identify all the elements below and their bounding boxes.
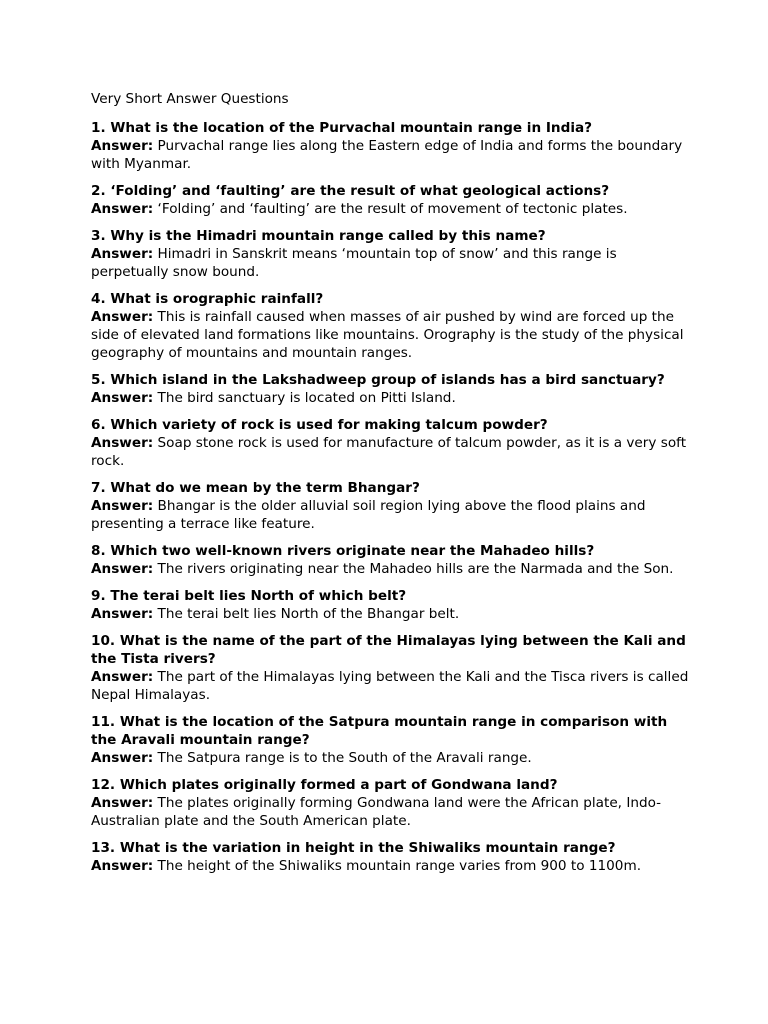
question-text: 10. What is the name of the part of the Himalayas lying between the Kali and the Tista rivers? [91,633,686,667]
answer-paragraph [91,605,691,623]
qa-item-4 [91,290,691,362]
qa-item-1 [91,119,691,173]
document-heading: Very Short Answer Questions [91,91,289,107]
qa-item-7 [91,479,691,533]
answer-text: Bhangar is the older alluvial soil region lying above the flood plains and presenting a terrace like feature. [91,498,646,532]
answer-label: Answer: [91,246,154,262]
question-text: 4. What is orographic rainfall? [91,291,324,307]
answer-paragraph [91,389,691,407]
question-text: 6. Which variety of rock is used for making talcum powder? [91,417,548,433]
answer-paragraph [91,137,691,173]
question-text: 11. What is the location of the Satpura mountain range in comparison with the Aravali mountain range? [91,714,668,748]
answer-label: Answer: [91,669,154,685]
question-text: 1. What is the location of the Purvachal mountain range in India? [91,120,593,136]
answer-paragraph [91,560,691,578]
answer-label: Answer: [91,201,154,217]
answer-text: This is rainfall caused when masses of air pushed by wind are forced up the side of elevated land formations like mountains. Orography is the study of the physical geography of mountains and mountain ranges. [91,309,684,361]
question-text: 5. Which island in the Lakshadweep group of islands has a bird sanctuary? [91,372,665,388]
qa-item-13 [91,839,691,875]
question-text: 2. ‘Folding’ and ‘faulting’ are the result of what geological actions? [91,183,610,199]
answer-paragraph [91,497,691,533]
question-text: 3. Why is the Himadri mountain range called by this name? [91,228,546,244]
answer-paragraph [91,749,691,767]
qa-item-5 [91,371,691,407]
answer-label: Answer: [91,435,154,451]
answer-label: Answer: [91,561,154,577]
answer-paragraph [91,668,691,704]
answer-label: Answer: [91,138,154,154]
question-text: 13. What is the variation in height in the Shiwaliks mountain range? [91,840,616,856]
answer-text: Soap stone rock is used for manufacture of talcum powder, as it is a very soft rock. [91,435,687,469]
answer-paragraph [91,245,691,281]
answer-text: The plates originally forming Gondwana land were the African plate, Indo-Australian plate and the South American plate. [91,795,662,829]
answer-paragraph [91,434,691,470]
answer-label: Answer: [91,795,154,811]
answer-text: The rivers originating near the Mahadeo hills are the Narmada and the Son. [157,561,674,577]
question-text: 12. Which plates originally formed a part of Gondwana land? [91,777,558,793]
question-text: 7. What do we mean by the term Bhangar? [91,480,420,496]
answer-label: Answer: [91,498,154,514]
answer-text: Himadri in Sanskrit means ‘mountain top of snow’ and this range is perpetually snow bound. [91,246,617,280]
qa-item-12 [91,776,691,830]
answer-paragraph [91,308,691,362]
answer-label: Answer: [91,858,154,874]
qa-item-8 [91,542,691,578]
answer-paragraph [91,857,691,875]
answer-label: Answer: [91,390,154,406]
question-text: 8. Which two well-known rivers originate near the Mahadeo hills? [91,543,595,559]
document-page [91,90,691,884]
qa-item-11 [91,713,691,767]
qa-item-10 [91,632,691,704]
answer-text: The terai belt lies North of the Bhangar belt. [157,606,460,622]
answer-label: Answer: [91,606,154,622]
qa-item-2 [91,182,691,218]
answer-paragraph [91,794,691,830]
qa-item-6 [91,416,691,470]
answer-text: The Satpura range is to the South of the Aravali range. [157,750,532,766]
answer-text: Purvachal range lies along the Eastern edge of India and forms the boundary with Myanmar. [91,138,683,172]
answer-label: Answer: [91,309,154,325]
answer-text: The bird sanctuary is located on Pitti Island. [157,390,456,406]
qa-item-9 [91,587,691,623]
qa-item-3 [91,227,691,281]
question-text: 9. The terai belt lies North of which belt? [91,588,407,604]
answer-label: Answer: [91,750,154,766]
answer-text: ‘Folding’ and ‘faulting’ are the result of movement of tectonic plates. [157,201,628,217]
answer-text: The height of the Shiwaliks mountain range varies from 900 to 1100m. [157,858,642,874]
answer-text: The part of the Himalayas lying between the Kali and the Tisca rivers is called Nepal Himalayas. [91,669,689,703]
answer-paragraph [91,200,691,218]
